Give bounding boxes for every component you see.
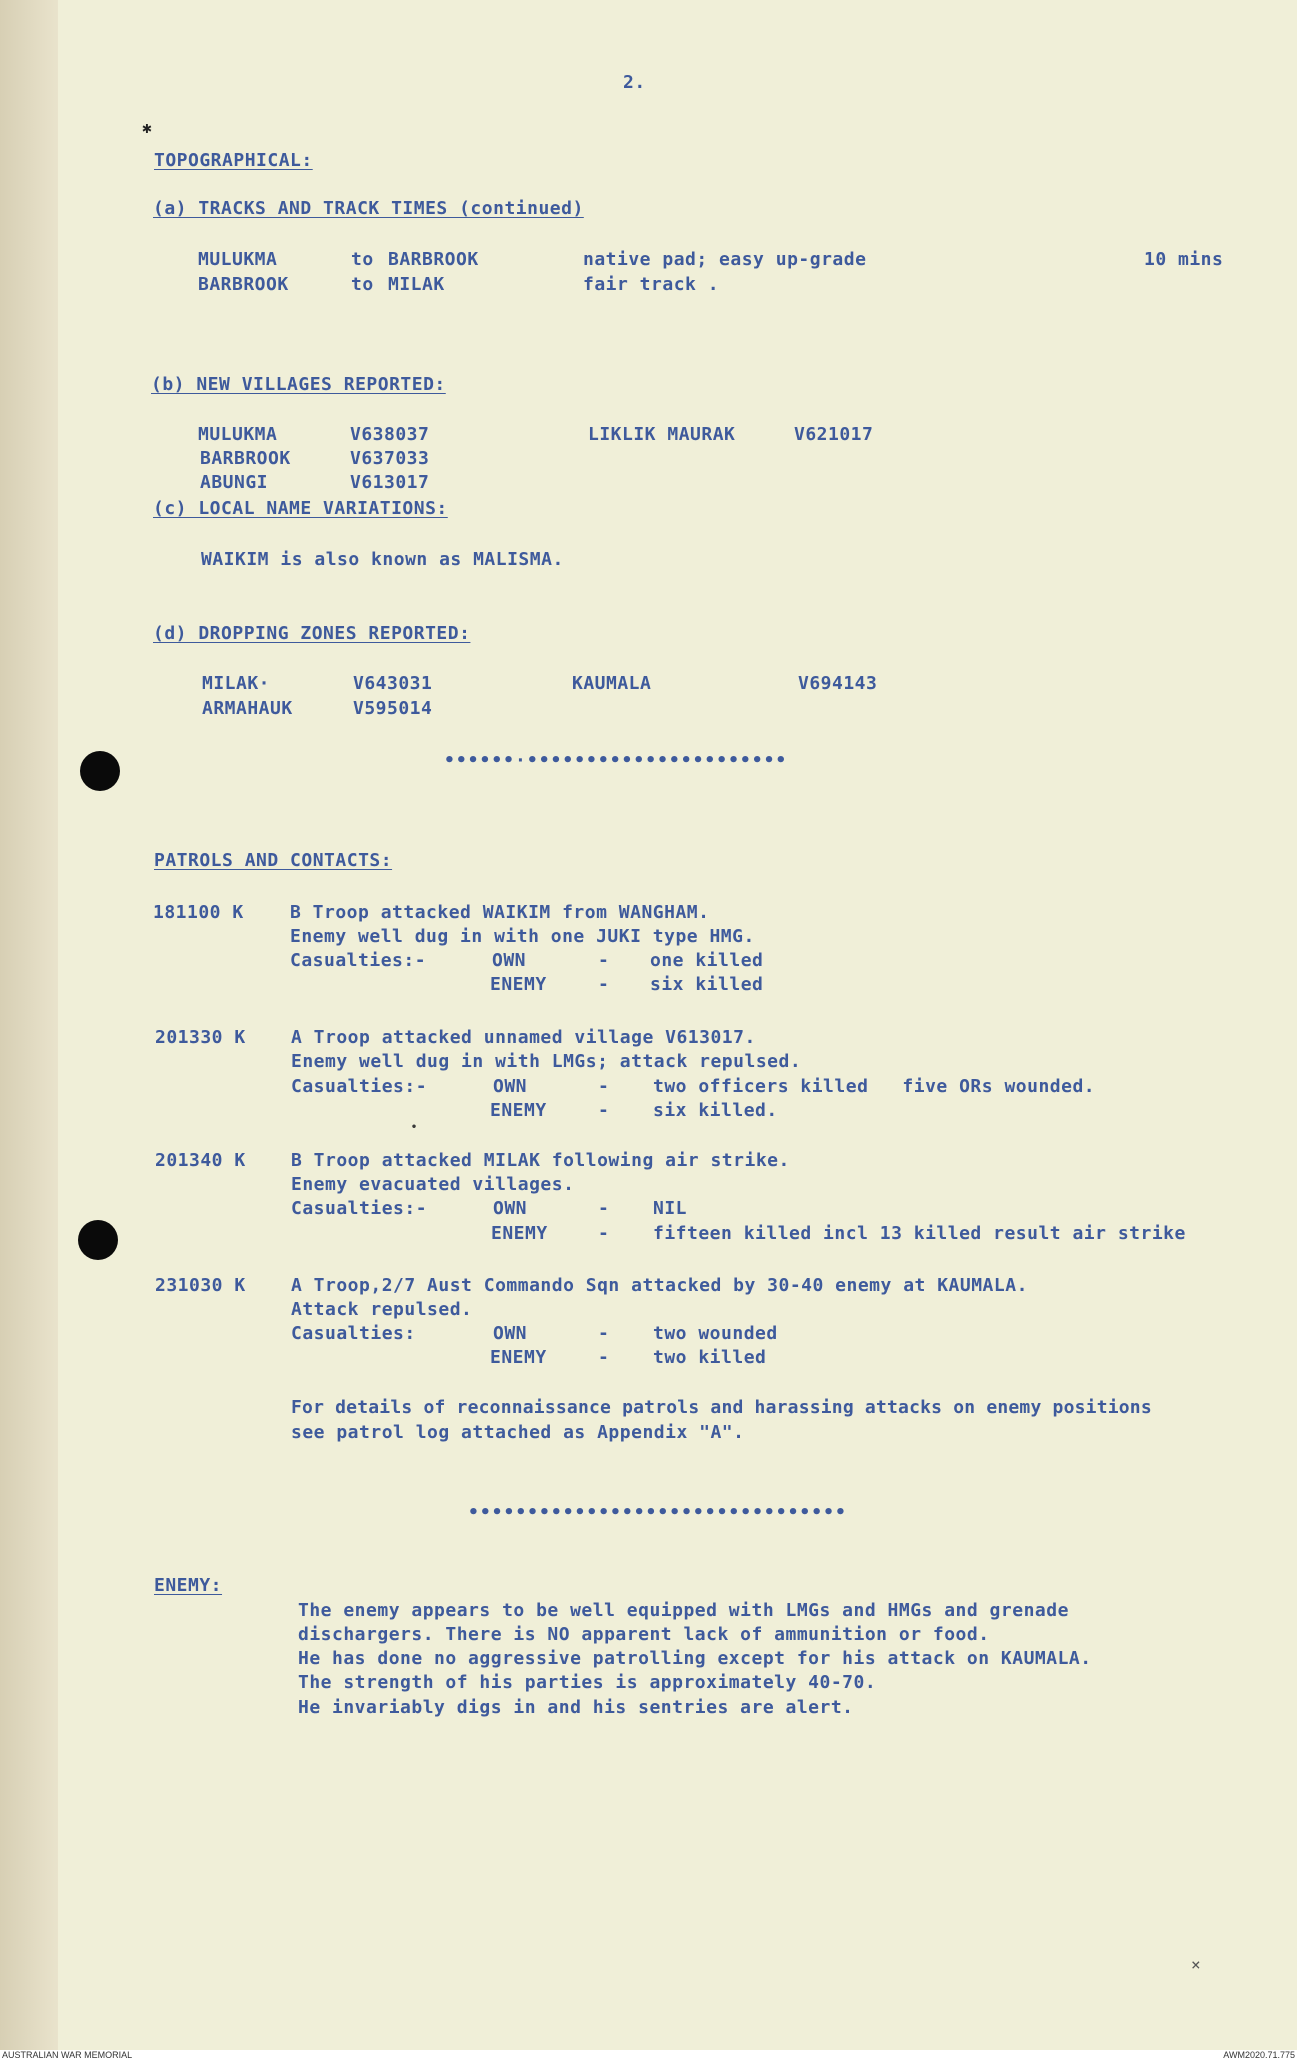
zone-name: MILAK· [202,673,271,694]
track-desc: fair track . [583,274,720,295]
patrol-time: 201330 K [155,1027,246,1048]
track-time: 10 mins [1144,249,1224,270]
track-from: BARBROOK [198,274,289,295]
patrol-note-line: see patrol log attached as Appendix "A". [291,1422,745,1443]
patrol-time: 181100 K [153,902,244,923]
village-name: BARBROOK [200,448,291,469]
enemy-line: The strength of his parties is approximately 40-70. [298,1672,877,1693]
enemy-line: He has done no aggressive patrolling except for his attack on KAUMALA. [298,1648,1092,1669]
village-ref: V638037 [350,424,430,445]
enemy-value: six killed. [653,1100,778,1121]
enemy-label: ENEMY [490,1347,547,1368]
local-name-heading: (c) LOCAL NAME VARIATIONS: [153,498,448,519]
patrol-time: 231030 K [155,1275,246,1296]
own-label: OWN [493,1323,528,1344]
scan-margin [0,0,58,2050]
own-dash: - [598,950,610,971]
village-ref: V613017 [350,472,430,493]
cross-mark-icon: × [1191,1955,1201,1974]
enemy-value: fifteen killed incl 13 killed result air strike [653,1223,1186,1244]
own-value: two officers killed five ORs wounded. [653,1076,1096,1097]
patrol-line: Enemy well dug in with LMGs; attack repulsed. [291,1051,802,1072]
section-separator: ••••••·•••••••••••••••••••••• [444,750,788,771]
enemy-line: The enemy appears to be well equipped with LMGs and HMGs and grenade [298,1600,1069,1621]
enemy-dash: - [598,974,610,995]
enemy-label: ENEMY [490,1100,547,1121]
enemy-dash: - [598,1347,610,1368]
track-to: BARBROOK [388,249,479,270]
own-value: one killed [650,950,764,971]
village-name: LIKLIK MAURAK [588,424,736,445]
archive-footer [0,2050,1297,2061]
patrol-line: A Troop,2/7 Aust Commando Sqn attacked by 30-40 enemy at KAUMALA. [291,1275,1028,1296]
zone-name: ARMAHAUK [202,698,293,719]
patrol-line: B Troop attacked WAIKIM from WANGHAM. [290,902,710,923]
own-dash: - [598,1198,610,1219]
new-villages-heading: (b) NEW VILLAGES REPORTED: [151,374,446,395]
patrol-time: 201340 K [155,1150,246,1171]
casualties-label: Casualties: [291,1323,416,1344]
enemy-label: ENEMY [490,974,547,995]
patrol-line: Attack repulsed. [291,1299,473,1320]
enemy-value: six killed [650,974,764,995]
enemy-heading: ENEMY: [154,1575,223,1596]
track-desc: native pad; easy up-grade [583,249,867,270]
village-ref: V621017 [794,424,874,445]
enemy-dash: - [598,1223,610,1244]
track-to: MILAK [388,274,445,295]
enemy-line: dischargers. There is NO apparent lack of ammunition or food. [298,1624,990,1645]
footer-catalog-id: AWM2020.71.775 [1223,2050,1295,2060]
own-dash: - [598,1076,610,1097]
pencil-mark-icon: ✱ [142,118,152,137]
own-value: two wounded [653,1323,778,1344]
document-page [58,0,1297,2050]
tracks-heading: (a) TRACKS AND TRACK TIMES (continued) [153,198,584,219]
casualties-label: Casualties:- [290,950,427,971]
zone-name: KAUMALA [572,673,652,694]
dropping-zones-heading: (d) DROPPING ZONES REPORTED: [153,623,471,644]
patrols-heading: PATROLS AND CONTACTS: [154,850,393,871]
casualties-label: Casualties:- [291,1076,428,1097]
zone-ref: V595014 [353,698,433,719]
own-label: OWN [493,1076,528,1097]
topographical-heading: TOPOGRAPHICAL: [154,150,313,171]
own-label: OWN [492,950,527,971]
own-label: OWN [493,1198,528,1219]
enemy-label: ENEMY [491,1223,548,1244]
casualties-label: Casualties:- [291,1198,428,1219]
patrol-line: B Troop attacked MILAK following air strike. [291,1150,790,1171]
own-dash: - [598,1323,610,1344]
zone-ref: V694143 [798,673,878,694]
track-from: MULUKMA [198,249,278,270]
section-separator: •••••••••••••••••••••••••••••••• [468,1502,847,1523]
own-value: NIL [653,1198,688,1219]
village-name: ABUNGI [200,472,269,493]
village-name: MULUKMA [198,424,278,445]
patrol-line: A Troop attacked unnamed village V613017. [291,1027,756,1048]
track-to-word: to [351,274,374,295]
village-ref: V637033 [350,448,430,469]
local-name-text: WAIKIM is also known as MALISMA. [201,549,564,570]
enemy-dash: - [598,1100,610,1121]
punch-hole [78,1220,118,1260]
page-number: 2. [623,72,646,93]
enemy-value: two killed [653,1347,767,1368]
patrol-note-line: For details of reconnaissance patrols and harassing attacks on enemy positions [291,1397,1152,1418]
stray-dot-mark: • [411,1122,418,1133]
track-to-word: to [351,249,374,270]
punch-hole [80,751,120,791]
enemy-line: He invariably digs in and his sentries are alert. [298,1697,854,1718]
patrol-line: Enemy evacuated villages. [291,1174,575,1195]
zone-ref: V643031 [353,673,433,694]
footer-institution: AUSTRALIAN WAR MEMORIAL [2,2050,133,2060]
patrol-line: Enemy well dug in with one JUKI type HMG. [290,926,755,947]
